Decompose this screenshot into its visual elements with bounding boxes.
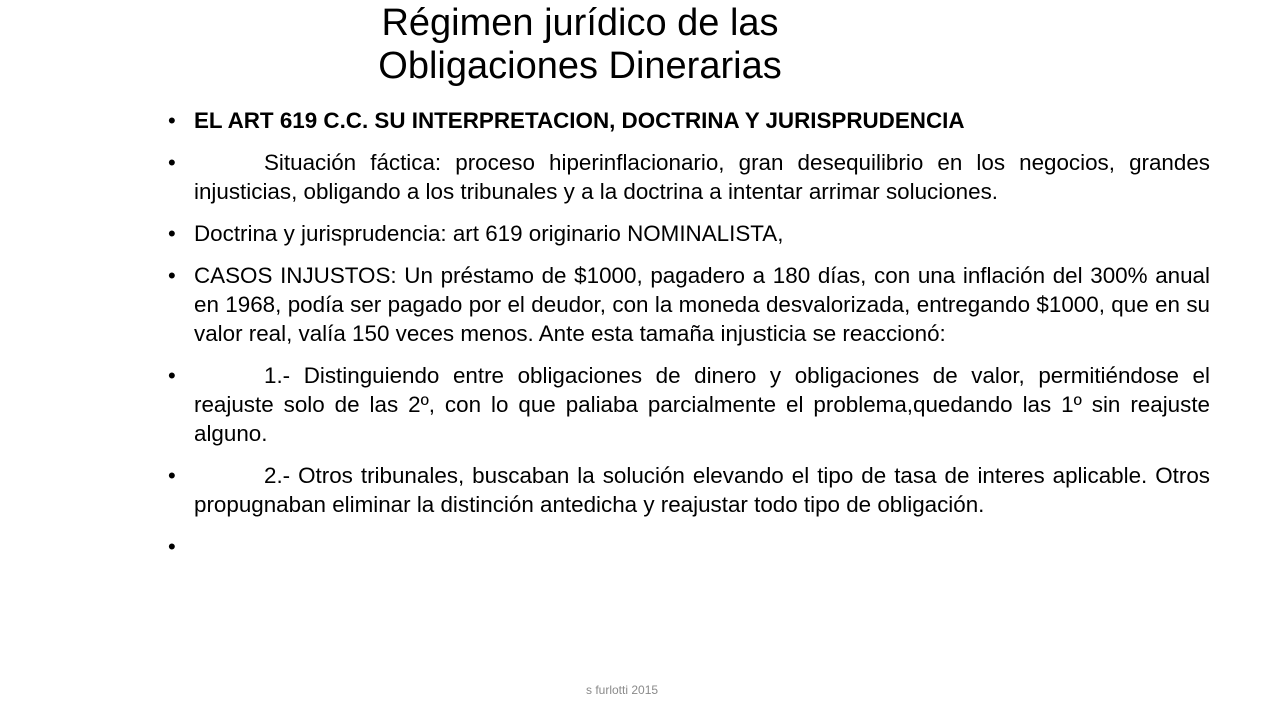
bullet-item-doctrina: [168, 219, 1210, 248]
title-line-2: Obligaciones Dinerarias: [378, 45, 782, 87]
bullet-text: EL ART 619 C.C. SU INTERPRETACION, DOCTRINA Y JURISPRUDENCIA: [194, 108, 965, 133]
bullet-dot-icon: •: [168, 263, 176, 288]
bullet-item-art-619: [168, 106, 1210, 135]
bullet-text: Situación fáctica: proceso hiperinflacionario, gran desequilibrio en los negocios, grandes injusticias, obligando a los tribunales y a la doctrina a intentar arrimar soluciones.: [194, 150, 1210, 204]
title-line-1: Régimen jurídico de las: [381, 2, 779, 44]
bullet-list: [168, 106, 1210, 574]
slide-title: [250, 2, 910, 88]
bullet-dot-icon: •: [168, 363, 176, 388]
bullet-item-otros-tribunales: [168, 461, 1210, 519]
bullet-dot-icon: •: [168, 150, 176, 175]
bullet-text: 1.- Distinguiendo entre obligaciones de dinero y obligaciones de valor, permitiéndose el reajuste solo de las 2º, con lo que paliaba parcialmente el problema,quedando las 1º sin reajuste alguno.: [194, 363, 1210, 446]
bullet-dot-icon: •: [168, 463, 176, 488]
bullet-item-situacion-factica: [168, 148, 1210, 206]
bullet-text: 2.- Otros tribunales, buscaban la solución elevando el tipo de tasa de interes aplicable. Otros propugnaban eliminar la distinción antedicha y reajustar todo tipo de obligación.: [194, 463, 1210, 517]
bullet-item-distinguiendo: [168, 361, 1210, 448]
bullet-dot-icon: •: [168, 108, 176, 133]
bullet-dot-icon: •: [168, 534, 176, 559]
bullet-text: Doctrina y jurisprudencia: art 619 originario NOMINALISTA,: [194, 221, 784, 246]
bullet-dot-icon: •: [168, 221, 176, 246]
bullet-item-empty: [168, 532, 1210, 561]
bullet-item-casos-injustos: [168, 261, 1210, 348]
footer-author: s furlotti 2015: [586, 683, 659, 697]
bullet-text: CASOS INJUSTOS: Un préstamo de $1000, pagadero a 180 días, con una inflación del 300% anual en 1968, podía ser pagado por el deudor, con la moneda desvalorizada, entregando $1000, que en su valor real, valía 150 veces menos. Ante esta tamaña injusticia se reaccionó:: [194, 263, 1210, 346]
